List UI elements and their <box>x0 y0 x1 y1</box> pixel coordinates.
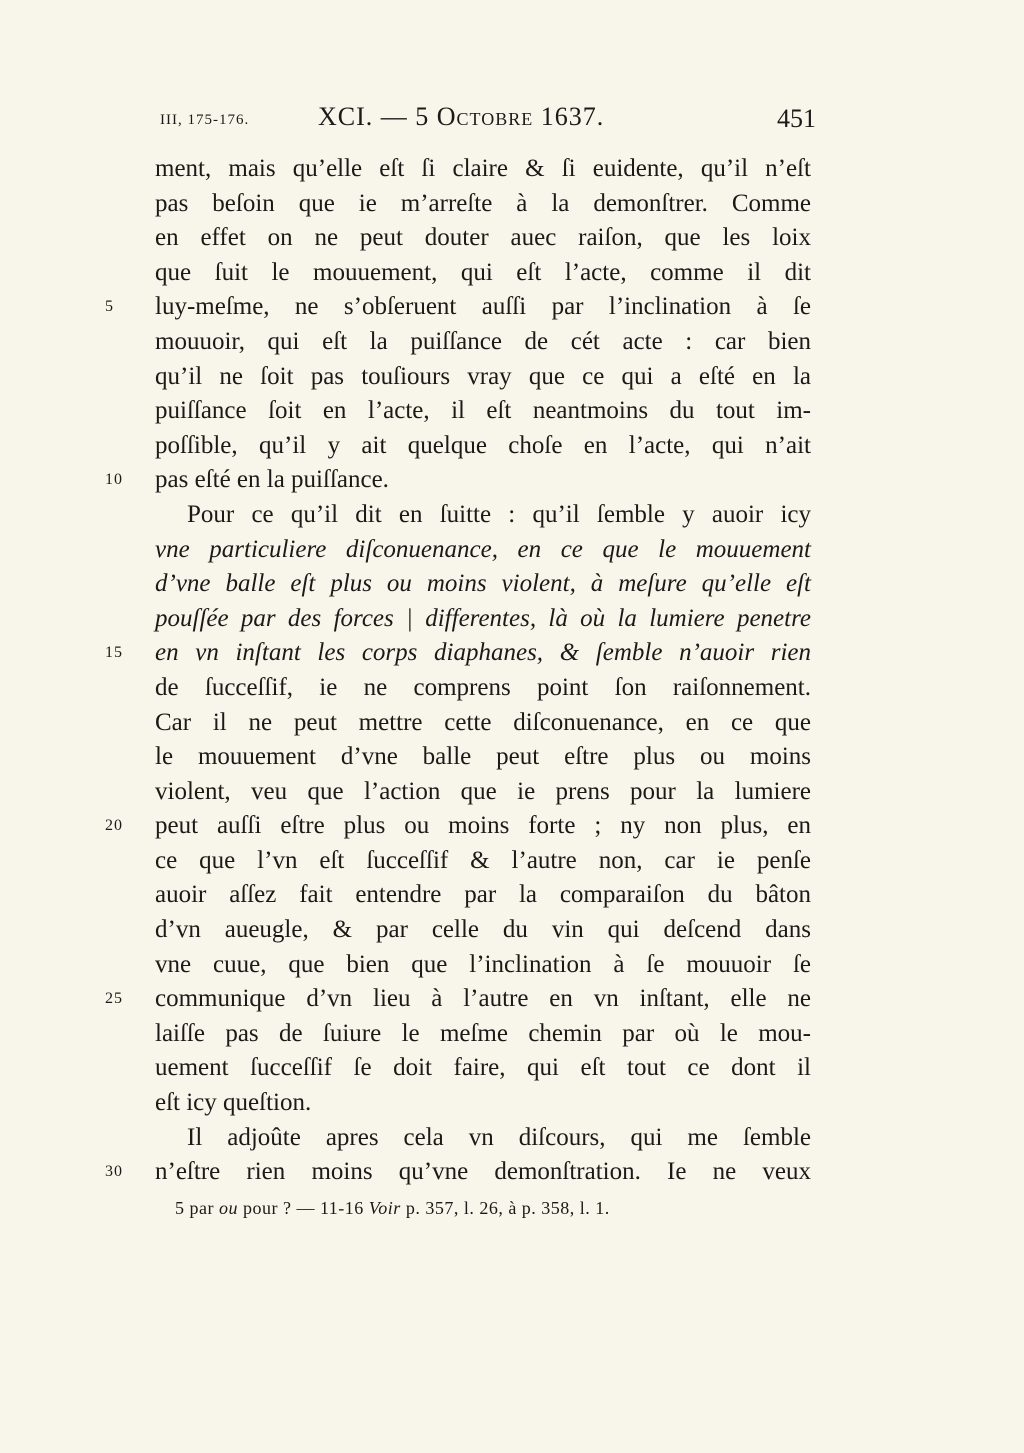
line-text: pas beſoin que ie m’arreſte à la demonſtrer. Comme <box>155 189 811 217</box>
line-text: puiſſance ſoit en l’acte, il eſt neantmoins du tout im- <box>155 397 811 425</box>
line-text: auoir aſſez fait entendre par la comparaiſon du bâton <box>155 881 811 909</box>
text-line <box>155 256 811 291</box>
line-number: 25 <box>105 990 123 1008</box>
text-line <box>155 878 811 913</box>
line-text: n’eſtre rien moins qu’vne demonſtration. Ie ne veux <box>155 1158 811 1186</box>
footnote-italic: Voir <box>368 1198 401 1218</box>
text-line <box>155 1086 811 1121</box>
line-number: 30 <box>105 1163 123 1181</box>
line-text: ce que l’vn eſt ſucceſſif & l’autre non, car ie penſe <box>155 846 811 874</box>
footnote <box>175 1198 815 1219</box>
line-text: vne particuliere diſconuenance, en ce que le mouuement <box>155 535 811 563</box>
running-header <box>160 100 816 144</box>
header-reference: III, 175-176. <box>160 112 250 128</box>
text-line <box>155 221 811 256</box>
footnote-part: 5 par <box>175 1198 219 1218</box>
text-line <box>155 602 811 637</box>
text-line <box>155 671 811 706</box>
text-line <box>155 187 811 222</box>
text-line <box>105 982 811 1017</box>
text-line <box>155 740 811 775</box>
text-line <box>155 913 811 948</box>
line-text: Pour ce qu’il dit en ſuitte : qu’il ſemble y auoir icy <box>187 500 811 528</box>
page-number: 451 <box>777 104 816 133</box>
line-text: communique d’vn lieu à l’autre en vn inſtant, elle ne <box>155 985 811 1013</box>
line-text: pas eſté en la puiſſance. <box>155 466 389 494</box>
line-text: peut auſſi eſtre plus ou moins forte ; ny non plus, en <box>155 812 811 840</box>
line-text: poſſible, qu’il y ait quelque choſe en l’acte, qui n’ait <box>155 431 811 459</box>
text-line <box>105 290 811 325</box>
line-text: violent, veu que l’action que ie prens pour la lumiere <box>155 777 811 805</box>
line-text: mouuoir, qui eſt la puiſſance de cét acte : car bien <box>155 327 811 355</box>
line-text: ment, mais qu’elle eſt ſi claire & ſi euidente, qu’il n’eſt <box>155 155 811 182</box>
footnote-part: pour ? — 11-16 <box>237 1198 369 1218</box>
text-line <box>155 325 811 360</box>
text-line <box>155 360 811 395</box>
text-line <box>155 1051 811 1086</box>
footnote-italic: ou <box>218 1198 238 1218</box>
line-text: eſt icy queſtion. <box>155 1089 312 1117</box>
text-line <box>155 706 811 741</box>
line-text: qu’il ne ſoit pas touſiours vray que ce qui a eſté en la <box>155 362 811 390</box>
line-text: en effet on ne peut douter auec raiſon, que les loix <box>155 224 811 252</box>
text-line <box>155 567 811 602</box>
line-number: 15 <box>105 644 123 662</box>
text-line <box>155 775 811 810</box>
line-text: de ſucceſſif, ie ne comprens point ſon raiſonnement. <box>155 673 811 701</box>
text-line <box>105 636 811 671</box>
text-line <box>105 463 811 498</box>
line-text: en vn inſtant les corps diaphanes, & ſemble n’auoir rien <box>155 639 811 667</box>
text-line <box>155 152 811 187</box>
text-line <box>155 844 811 879</box>
line-text: uement ſucceſſif ſe doit faire, qui eſt tout ce dont il <box>155 1054 811 1082</box>
line-number: 10 <box>105 471 123 489</box>
body-text <box>105 152 811 1190</box>
line-number: 20 <box>105 817 123 835</box>
text-line <box>155 1017 811 1052</box>
line-text: laiſſe pas de ſuiure le meſme chemin par où le mou- <box>155 1019 811 1047</box>
line-text: que ſuit le mouuement, qui eſt l’acte, comme il dit <box>155 258 811 286</box>
line-text: d’vne balle eſt plus ou moins violent, à meſure qu’elle eſt <box>155 570 811 598</box>
line-text: luy-meſme, ne s’obſeruent auſſi par l’inclination à ſe <box>155 293 811 321</box>
text-line <box>155 498 811 533</box>
text-line <box>105 1155 811 1190</box>
line-text: le mouuement d’vne balle peut eſtre plus ou moins <box>155 743 811 771</box>
line-text: Car il ne peut mettre cette diſconuenance, en ce que <box>155 708 811 736</box>
header-title: XCI. — 5 Octobre 1637. <box>318 102 605 131</box>
text-line <box>105 809 811 844</box>
line-number: 5 <box>105 298 114 316</box>
footnote-part: p. 357, l. 26, à p. 358, l. 1. <box>400 1198 610 1218</box>
text-line <box>155 1121 811 1156</box>
text-line <box>155 533 811 568</box>
line-text: d’vn aueugle, & par celle du vin qui deſcend dans <box>155 916 811 944</box>
line-text: pouſſée par des forces | differentes, là où la lumiere penetre <box>155 604 811 632</box>
text-line <box>155 429 811 464</box>
line-text: vne cuue, que bien que l’inclination à ſe mouuoir ſe <box>155 950 811 978</box>
line-text: Il adjoûte apres cela vn diſcours, qui me ſemble <box>187 1123 811 1151</box>
text-line <box>155 948 811 983</box>
text-line <box>155 394 811 429</box>
